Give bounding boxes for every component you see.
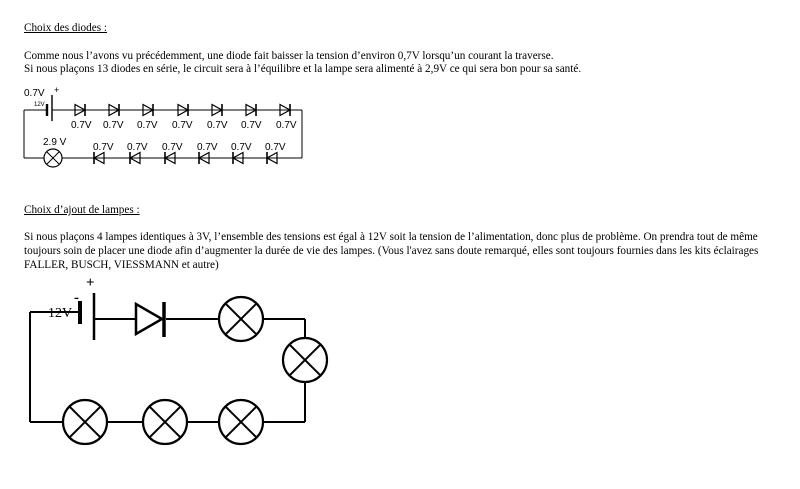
top-diode-label: 0.7V — [276, 120, 297, 131]
bottom-diode-label: 0.7V — [231, 142, 252, 153]
lamp-icon — [63, 400, 107, 444]
bottom-diode-label: 0.7V — [93, 142, 114, 153]
top-diode-label: 0.7V — [207, 120, 228, 131]
section1-line2: Si nous plaçons 13 diodes en série, le circuit sera à l’équilibre et la lampe sera alimenté à 2,9V ce qui sera bon pour sa santé. — [24, 63, 582, 75]
lamp-icon — [143, 400, 187, 444]
battery-plus-sign: + — [86, 275, 95, 291]
bottom-diode-label: 0.7V — [265, 142, 286, 153]
battery-minus-sign: - — [74, 290, 79, 306]
section1-line1: Comme nous l’avons vu précédemment, une diode fait baisser la tension d’environ 0,7V lorsqu’un courant la traverse. — [24, 50, 554, 62]
bottom-diode-label: 0.7V — [162, 142, 183, 153]
top-diode-label: 0.7V — [241, 120, 262, 131]
section1-heading: Choix des diodes : — [24, 22, 107, 34]
battery-plus-sign: + — [54, 85, 60, 95]
battery-label: 12V — [48, 306, 73, 321]
section2-heading: Choix d’ajout de lampes : — [24, 204, 140, 216]
top-diode-label: 0.7V — [172, 120, 193, 131]
battery-small-label: 12V — [34, 102, 45, 108]
bottom-diode-label: 0.7V — [197, 142, 218, 153]
lamp-icon — [219, 400, 263, 444]
lamp-voltage-label: 2.9 V — [43, 137, 67, 148]
lamp-icon — [283, 338, 327, 382]
section2-paragraph: Si nous plaçons 4 lampes identiques à 3V, l’ensemble des tensions est égal à 12V soit la tension de l’alimentation, donc plus de problème. On prendra tout de même toujours soin de placer une diode afin d’augmenter la durée de vie des lampes. (Vous l'avez sans doute remarqué, elles sont toujours fournies dans les kits éclairages FALLER, BUSCH, VIESSMANN et autre) — [24, 231, 759, 271]
top-diode-label: 0.7V — [137, 120, 158, 131]
lamp-icon — [219, 297, 263, 341]
battery-top-label: 0.7V — [24, 88, 45, 99]
bottom-diode-label: 0.7V — [127, 142, 148, 153]
diode-icon — [136, 302, 164, 337]
top-diode-label: 0.7V — [71, 120, 92, 131]
top-diode-label: 0.7V — [103, 120, 124, 131]
